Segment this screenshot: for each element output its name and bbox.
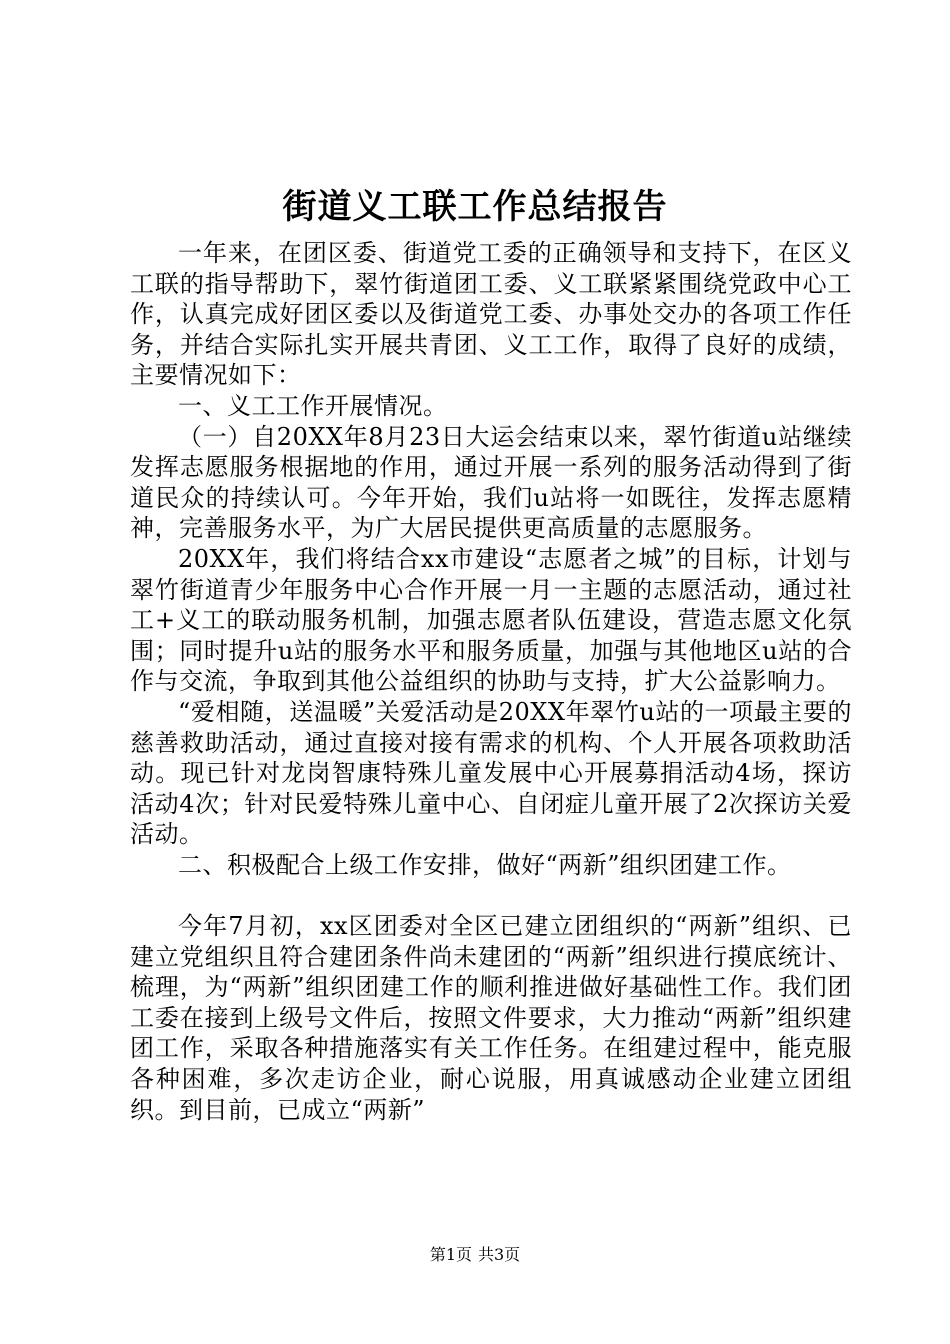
- paragraph-charity-activity: “爱相随，送温暖”关爱活动是20XX年翠竹u站的一项最主要的慈善救助活动，通过直接对接有需求的机构、个人开展各项救助活动。现已针对龙岗智康特殊儿童发展中心开展募捐活动4场，探访活动4次；针对民爱特殊儿童中心、自闭症儿童开展了2次探访关爱活动。: [130, 697, 852, 849]
- paragraph-intro: 一年来，在团区委、街道党工委的正确领导和支持下，在区义工联的指导帮助下，翠竹街道团工委、义工联紧紧围绕党政中心工作，认真完成好团区委以及街道党工委、办事处交办的各项工作任务，并结合实际扎实开展共青团、义工工作，取得了良好的成绩，主要情况如下：: [130, 239, 852, 390]
- paragraph-two-new-organizations: 今年7月初，xx区团委对全区已建立团组织的“两新”组织、已建立党组织且符合建团条件尚未建团的“两新”组织进行摸底统计、梳理，为“两新”组织团建工作的顺利推进做好基础性工作。我们团工委在接到上级号文件后，按照文件要求，大力推动“两新”组织建团工作，采取各种措施落实有关工作任务。在组建过程中，能克服各种困难，多次走访企业，耐心说服，用真诚感动企业建立团组织。到目前，已成立“两新”: [130, 912, 852, 1124]
- section-heading-two-new: 二、积极配合上级工作安排，做好“两新”组织团建工作。: [178, 850, 792, 879]
- page-number: 第1页: [429, 1245, 472, 1264]
- page-footer: [0, 1243, 950, 1267]
- paragraph-u-station: （一）自20XX年8月23日大运会结束以来，翠竹街道u站继续发挥志愿服务根据地的作用，通过开展一系列的服务活动得到了街道民众的持续认可。今年开始，我们u站将一如既往，发挥志愿精神，完善服务水平，为广大居民提供更高质量的志愿服务。: [130, 422, 852, 543]
- paragraph-plan: 20XX年，我们将结合xx市建设“志愿者之城”的目标，计划与翠竹街道青少年服务中心合作开展一月一主题的志愿活动，通过社工+义工的联动服务机制，加强志愿者队伍建设，营造志愿文化氛围；同时提升u站的服务水平和服务质量，加强与其他地区u站的合作与交流，争取到其他公益组织的协助与支持，扩大公益影响力。: [130, 544, 852, 696]
- page-total: 共3页: [478, 1245, 521, 1264]
- document-title: 街道义工联工作总结报告: [282, 187, 668, 227]
- section-heading-volunteer-work: 一、义工工作开展情况。: [178, 391, 448, 420]
- document-body: [130, 238, 852, 1125]
